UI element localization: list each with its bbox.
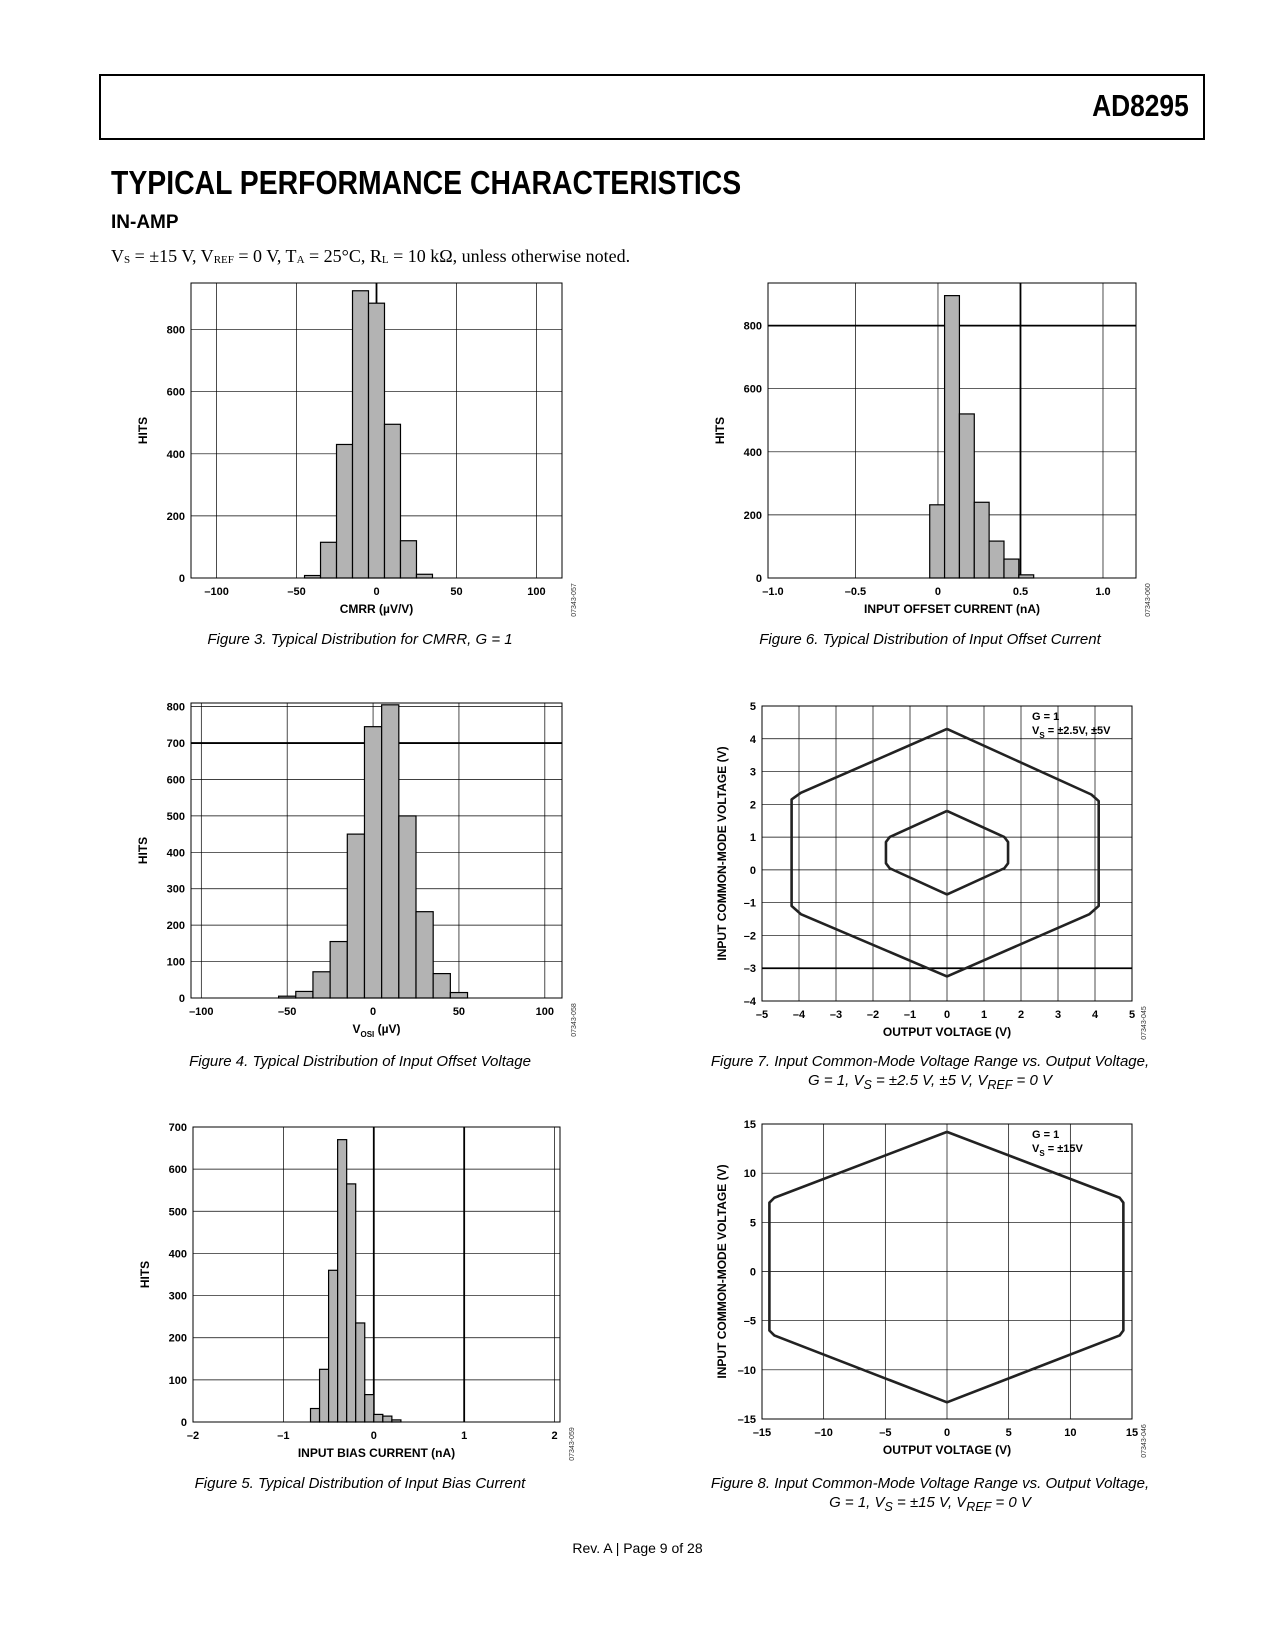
fig7-xtick-label: –2	[866, 1009, 880, 1021]
fig3-ytick-label: 200	[166, 510, 185, 523]
fig5-ylabel: HITS	[138, 1260, 152, 1289]
fig6-ytick-label: 0	[755, 573, 762, 585]
cond-vs-sub: S	[124, 254, 131, 266]
fig7-cap-a: G = 1, V	[808, 1072, 864, 1089]
fig7-cap-b: = ±2.5 V, ±5 V, V	[871, 1072, 988, 1089]
fig8-xlabel: OUTPUT VOLTAGE (V)	[882, 1443, 1012, 1457]
fig5-ytick-label: 600	[168, 1164, 187, 1177]
fig8-legend-val: = ±15V	[1044, 1143, 1083, 1155]
fig4-xtick-label: 0	[370, 1006, 377, 1018]
fig6-code: 07343-060	[1145, 583, 1152, 617]
fig4-bar-0	[279, 996, 296, 998]
fig7-xtick-label: –4	[792, 1009, 806, 1021]
fig6-bar-6	[1019, 575, 1034, 578]
fig5-ytick-label: 700	[168, 1122, 187, 1134]
figure-3-caption-text: Figure 3. Typical Distribution for CMRR, G = 1	[207, 631, 513, 648]
fig3-xtick-label: 100	[527, 586, 546, 598]
fig5-ytick-label: 500	[168, 1206, 187, 1219]
fig7-legend-val: = ±2.5V, ±5V	[1044, 725, 1111, 737]
fig5-xtick-label: –2	[186, 1430, 200, 1442]
fig7-ytick-label: –2	[743, 930, 756, 943]
fig4-ytick-label: 400	[166, 847, 185, 860]
figure-7-caption	[700, 1052, 1160, 1095]
fig7-ytick-label: 5	[749, 701, 756, 713]
fig7-series-0	[792, 729, 1099, 976]
figure-4-caption	[160, 1052, 560, 1071]
fig4-bar-9	[433, 974, 450, 998]
fig5-bar-5	[356, 1323, 365, 1422]
fig4-ytick-label: 300	[166, 883, 185, 896]
fig7-code: 07343-045	[1141, 1006, 1148, 1040]
fig3-ytick-label: 0	[178, 573, 185, 585]
fig8-xtick-label: 10	[1064, 1427, 1077, 1439]
fig3-bar-0	[305, 576, 321, 578]
fig7-ytick-label: 1	[749, 832, 756, 845]
fig4-xlabel-main: V	[352, 1022, 361, 1036]
fig8-series-0	[769, 1132, 1123, 1402]
fig6-ytick-label: 800	[743, 320, 762, 333]
fig8-cap-a: G = 1, V	[829, 1494, 885, 1511]
fig5-xtick-label: 2	[551, 1430, 558, 1442]
fig3-code: 07343-057	[571, 583, 578, 617]
fig5-bar-8	[383, 1416, 392, 1422]
fig8-cap-b: = ±15 V, V	[892, 1494, 967, 1511]
fig4-ytick-label: 0	[178, 993, 185, 1005]
fig7-series-1	[886, 811, 1008, 895]
fig8-xtick-label: 5	[1005, 1427, 1012, 1439]
fig7-ytick-label: –3	[743, 963, 756, 976]
fig3-xtick-label: 50	[450, 586, 463, 598]
fig8-xtick-label: –10	[814, 1427, 833, 1439]
fig7-xtick-label: –5	[755, 1009, 769, 1021]
fig6-ytick-label: 400	[743, 446, 762, 459]
fig8-legend-gain: G = 1	[1032, 1129, 1060, 1141]
fig3-bar-2	[337, 444, 353, 578]
fig4-xlabel-sub: OSI	[360, 1030, 375, 1039]
fig4-xtick-label: –100	[189, 1006, 214, 1018]
subsection-title: IN-AMP	[111, 212, 179, 233]
fig3-bar-7	[416, 574, 432, 578]
fig5-bar-3	[338, 1140, 347, 1422]
fig4-bar-3	[330, 942, 347, 998]
fig8-frame	[762, 1124, 1132, 1419]
fig8-xtick-label: 15	[1125, 1427, 1139, 1439]
fig3-xtick-label: 0	[373, 586, 380, 598]
fig7-legend-supply	[1032, 725, 1111, 740]
fig6-bar-0	[930, 505, 945, 578]
fig3-xlabel: CMRR (µV/V)	[339, 602, 414, 616]
fig7-ytick-label: 4	[749, 733, 756, 746]
page-footer: Rev. A | Page 9 of 28	[572, 1540, 703, 1556]
fig3-frame	[191, 283, 562, 578]
fig6-ylabel: HITS	[713, 416, 727, 445]
fig8-legend-v: V	[1032, 1143, 1040, 1155]
fig6-ytick-label: 600	[743, 383, 762, 396]
figure-8-caption-line2	[700, 1493, 1160, 1517]
fig3-ytick-label: 600	[166, 386, 185, 399]
section-title: TYPICAL PERFORMANCE CHARACTERISTICS	[111, 164, 742, 201]
fig8-ytick-label: –10	[737, 1364, 756, 1377]
fig4-bar-4	[347, 834, 364, 998]
fig7-xtick-label: 2	[1017, 1009, 1025, 1021]
fig3-ylabel: HITS	[136, 416, 150, 445]
fig4-ytick-label: 700	[166, 738, 185, 751]
fig3-bar-6	[400, 541, 416, 578]
fig7-cap-c: = 0 V	[1012, 1072, 1052, 1089]
fig8-xtick-label: –5	[879, 1427, 892, 1439]
fig7-xtick-label: 0	[943, 1009, 951, 1021]
fig5-bar-7	[374, 1414, 383, 1422]
fig5-bar-9	[392, 1420, 401, 1422]
cond-rl-sub: L	[381, 254, 389, 266]
fig4-code: 07343-058	[571, 1003, 578, 1037]
fig5-ytick-label: 300	[168, 1290, 187, 1303]
fig8-ytick-label: 10	[743, 1168, 756, 1181]
fig6-xtick-label: –0.5	[844, 586, 867, 598]
fig6-ytick-label: 200	[743, 509, 762, 522]
fig7-xtick-label: 4	[1091, 1009, 1099, 1021]
fig7-frame	[762, 706, 1132, 1001]
fig7-ylabel: INPUT COMMON-MODE VOLTAGE (V)	[715, 746, 729, 961]
fig3-bar-3	[353, 291, 369, 578]
fig7-xtick-label: 5	[1128, 1009, 1136, 1021]
fig5-bar-6	[365, 1395, 374, 1422]
fig8-ylabel: INPUT COMMON-MODE VOLTAGE (V)	[715, 1164, 729, 1379]
fig3-xtick-label: –100	[204, 586, 229, 598]
fig3-ytick-label: 800	[166, 324, 185, 337]
fig7-legend-sub: S	[1039, 731, 1045, 740]
fig7-ytick-label: 2	[749, 799, 756, 812]
fig8-cap-sub: S	[884, 1500, 893, 1514]
fig4-ytick-label: 600	[166, 774, 185, 787]
fig3-bar-5	[384, 424, 400, 578]
fig6-xtick-label: 0	[934, 586, 942, 598]
figure-4-caption-text: Figure 4. Typical Distribution of Input Offset Voltage	[189, 1053, 531, 1070]
fig4-ylabel: HITS	[136, 836, 150, 865]
fig6-bar-5	[1004, 559, 1019, 578]
fig8-xtick-label: –15	[752, 1427, 772, 1439]
fig3-xtick-label: –50	[287, 586, 306, 598]
fig5-ytick-label: 400	[168, 1248, 187, 1261]
fig3-bar-1	[321, 542, 337, 578]
cond-rl-val: = 10 kΩ, unless otherwise noted.	[388, 246, 631, 266]
fig8-legend-sub: S	[1039, 1149, 1045, 1158]
fig5-bar-0	[311, 1409, 320, 1422]
fig5-code: 07343-059	[569, 1427, 576, 1461]
fig4-ytick-label: 800	[166, 701, 185, 714]
fig7-legend-gain: G = 1	[1032, 711, 1060, 723]
fig4-bar-10	[450, 993, 467, 998]
fig5-ytick-label: 100	[168, 1374, 187, 1387]
fig4-frame	[191, 703, 562, 998]
fig4-bar-2	[313, 972, 330, 998]
fig7-ytick-label: 0	[749, 864, 756, 877]
figure-3-caption	[160, 630, 560, 649]
figure-6-caption-text: Figure 6. Typical Distribution of Input Offset Current	[759, 631, 1101, 648]
fig5-bar-4	[347, 1184, 356, 1422]
fig7-xtick-label: 1	[980, 1009, 988, 1021]
fig4-ytick-label: 100	[166, 956, 185, 969]
fig4-xtick-label: 100	[535, 1006, 555, 1018]
fig5-bar-1	[320, 1369, 329, 1422]
fig8-legend-supply	[1032, 1143, 1083, 1158]
fig6-xtick-label: 0.5	[1012, 586, 1029, 598]
part-number: AD8295	[1092, 88, 1189, 123]
fig7-legend-v: V	[1032, 725, 1040, 737]
fig7-xtick-label: 3	[1054, 1009, 1062, 1021]
fig6-bar-2	[959, 414, 974, 578]
figure-8-caption-line1: Figure 8. Input Common-Mode Voltage Range vs. Output Voltage,	[710, 1475, 1150, 1492]
fig8-xtick-label: 0	[943, 1427, 951, 1439]
fig6-xtick-label: –1.0	[762, 586, 784, 598]
fig8-code: 07343-046	[1141, 1424, 1148, 1458]
header-box	[99, 74, 1205, 140]
fig5-xlabel: INPUT BIAS CURRENT (nA)	[297, 1446, 456, 1460]
fig7-ytick-label: 3	[749, 766, 756, 779]
fig8-cap-sub2: REF	[966, 1500, 992, 1514]
fig4-ytick-label: 200	[166, 920, 185, 933]
fig7-xtick-label: –3	[829, 1009, 843, 1021]
fig7-cap-sub2: REF	[987, 1078, 1013, 1092]
figure-7-caption-line1: Figure 7. Input Common-Mode Voltage Range vs. Output Voltage,	[710, 1053, 1150, 1070]
figure-5-caption	[160, 1474, 560, 1493]
fig7-cap-sub: S	[863, 1078, 872, 1092]
test-conditions	[111, 246, 630, 267]
fig4-bar-6	[382, 705, 399, 998]
cond-vs-val: = ±15 V, V	[130, 246, 214, 266]
fig8-cap-c: = 0 V	[991, 1494, 1031, 1511]
fig4-bar-8	[416, 912, 433, 998]
fig4-xlabel	[352, 1022, 400, 1039]
fig3-bar-4	[369, 303, 385, 578]
fig5-xtick-label: 1	[461, 1430, 468, 1442]
cond-ta-val: = 25°C, R	[304, 246, 382, 266]
figure-7-caption-line2	[700, 1071, 1160, 1095]
fig4-xtick-label: –50	[278, 1006, 297, 1018]
fig7-ytick-label: –4	[743, 996, 756, 1008]
fig4-xtick-label: 50	[452, 1006, 466, 1018]
figure-6-caption	[730, 630, 1130, 649]
fig4-bar-7	[399, 816, 416, 998]
fig7-xlabel: OUTPUT VOLTAGE (V)	[882, 1025, 1012, 1039]
fig7-xtick-label: –1	[903, 1009, 917, 1021]
fig8-ytick-label: –15	[737, 1414, 756, 1426]
fig5-xtick-label: –1	[277, 1430, 290, 1442]
fig6-bar-1	[945, 296, 960, 578]
figure-8-caption	[700, 1474, 1160, 1517]
fig8-ytick-label: 5	[749, 1217, 756, 1230]
fig6-bar-3	[974, 502, 989, 578]
fig3-ytick-label: 400	[166, 448, 185, 461]
fig6-xlabel: INPUT OFFSET CURRENT (nA)	[864, 602, 1040, 616]
fig4-xlabel-unit: (µV)	[374, 1022, 401, 1036]
cond-vref-val: = 0 V, T	[233, 246, 297, 266]
fig8-ytick-label: –5	[743, 1315, 756, 1328]
fig5-ytick-label: 200	[168, 1332, 187, 1345]
fig8-ytick-label: 0	[749, 1266, 756, 1279]
fig5-bar-2	[329, 1270, 338, 1422]
fig5-xtick-label: 0	[370, 1430, 377, 1442]
figure-5-caption-text: Figure 5. Typical Distribution of Input Bias Current	[194, 1475, 526, 1492]
cond-vs: V	[111, 246, 124, 266]
fig6-frame	[768, 283, 1136, 578]
fig5-frame	[193, 1127, 560, 1422]
fig4-ytick-label: 500	[166, 810, 185, 823]
fig8-ytick-label: 15	[743, 1119, 756, 1131]
fig5-ytick-label: 0	[180, 1417, 187, 1429]
fig6-bar-4	[989, 541, 1004, 578]
cond-ta-sub: A	[296, 254, 305, 266]
cond-vref-sub: REF	[213, 254, 234, 266]
fig4-bar-5	[364, 727, 381, 998]
fig6-xtick-label: 1.0	[1095, 586, 1111, 598]
fig7-ytick-label: –1	[743, 897, 756, 910]
fig4-bar-1	[296, 991, 313, 998]
